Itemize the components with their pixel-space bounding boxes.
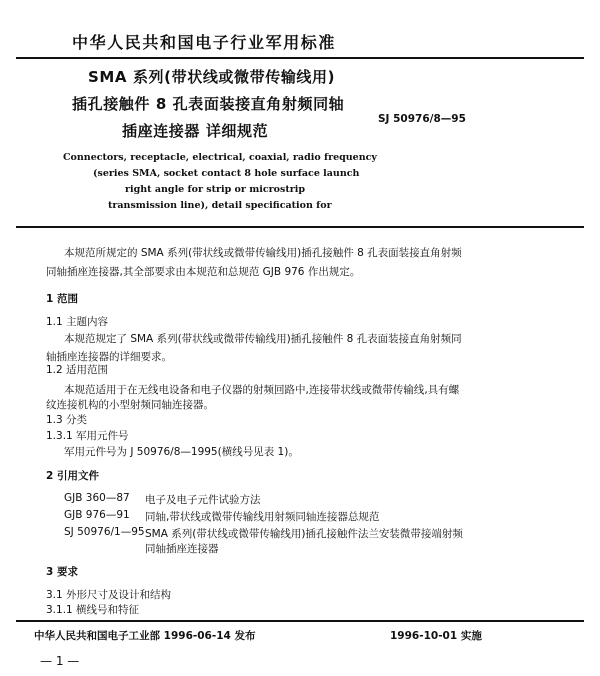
section-1-1-line-2: 轴插座连接器的详细要求。 (46, 351, 172, 363)
ref-text-3-cont: 同轴插座连接器 (145, 543, 219, 555)
section-1-2-line-1: 本规范适用于在无线电设备和电子仪器的射频回路中,连接带状线或微带传输线,具有螺 (64, 384, 460, 396)
ref-text-3: SMA 系列(带状线或微带传输线用)插孔接触件法兰安装微带接端射频 (145, 528, 463, 540)
ref-text-1: 电子及电子元件试验方法 (145, 494, 261, 506)
footer-rule (16, 620, 584, 622)
ref-code-3: SJ 50976/1—95 (64, 526, 145, 538)
section-2-heading: 2 引用文件 (46, 470, 99, 482)
english-title-line-3: right angle for strip or microstrip (125, 184, 305, 195)
section-1-heading: 1 范围 (46, 293, 78, 305)
section-1-1-heading: 1.1 主题内容 (46, 316, 109, 328)
english-title-line-1: Connectors, receptacle, electrical, coaxial, radio frequency (63, 152, 377, 163)
intro-line-2: 同轴插座连接器,其全部要求由本规范和总规范 GJB 976 作出规定。 (46, 266, 361, 278)
title-line-2: 插孔接触件 8 孔表面装接直角射频同轴 (72, 95, 345, 113)
title-line-1: SMA 系列(带状线或微带传输线用) (88, 68, 336, 86)
title-rule (16, 226, 584, 228)
page-number: — 1 — (40, 654, 80, 668)
section-1-2-line-2: 纹连接机构的小型射频同轴连接器。 (46, 399, 214, 411)
ref-text-2: 同轴,带状线或微带传输线用射频同轴连接器总规范 (145, 511, 380, 523)
section-1-2-heading: 1.2 适用范围 (46, 364, 109, 376)
standard-header: 中华人民共和国电子行业军用标准 (72, 33, 337, 52)
ref-code-2: GJB 976—91 (64, 509, 130, 521)
section-1-3-1-line: 军用元件号为 J 50976/8—1995(横线号见表 1)。 (64, 446, 299, 458)
section-1-3-1-heading: 1.3.1 军用元件号 (46, 430, 129, 442)
implementation-date: 1996-10-01 实施 (390, 630, 482, 642)
header-rule (16, 57, 584, 59)
english-title-line-4: transmission line), detail specification for (108, 200, 332, 211)
section-1-3-heading: 1.3 分类 (46, 414, 88, 426)
section-3-1-heading: 3.1 外形尺寸及设计和结构 (46, 589, 172, 601)
ref-code-1: GJB 360—87 (64, 492, 130, 504)
section-1-1-line-1: 本规范规定了 SMA 系列(带状线或微带传输线用)插孔接触件 8 孔表面装接直角射频同 (64, 333, 462, 345)
section-3-1-1-heading: 3.1.1 横线号和特征 (46, 604, 140, 616)
title-line-3: 插座连接器 详细规范 (122, 122, 269, 140)
issue-statement: 中华人民共和国电子工业部 1996-06-14 发布 (34, 630, 256, 642)
standard-code: SJ 50976/8—95 (378, 113, 466, 125)
intro-line-1: 本规范所规定的 SMA 系列(带状线或微带传输线用)插孔接触件 8 孔表面装接直角射频 (64, 247, 462, 259)
section-3-heading: 3 要求 (46, 566, 78, 578)
english-title-line-2: (series SMA, socket contact 8 hole surface launch (93, 168, 360, 179)
